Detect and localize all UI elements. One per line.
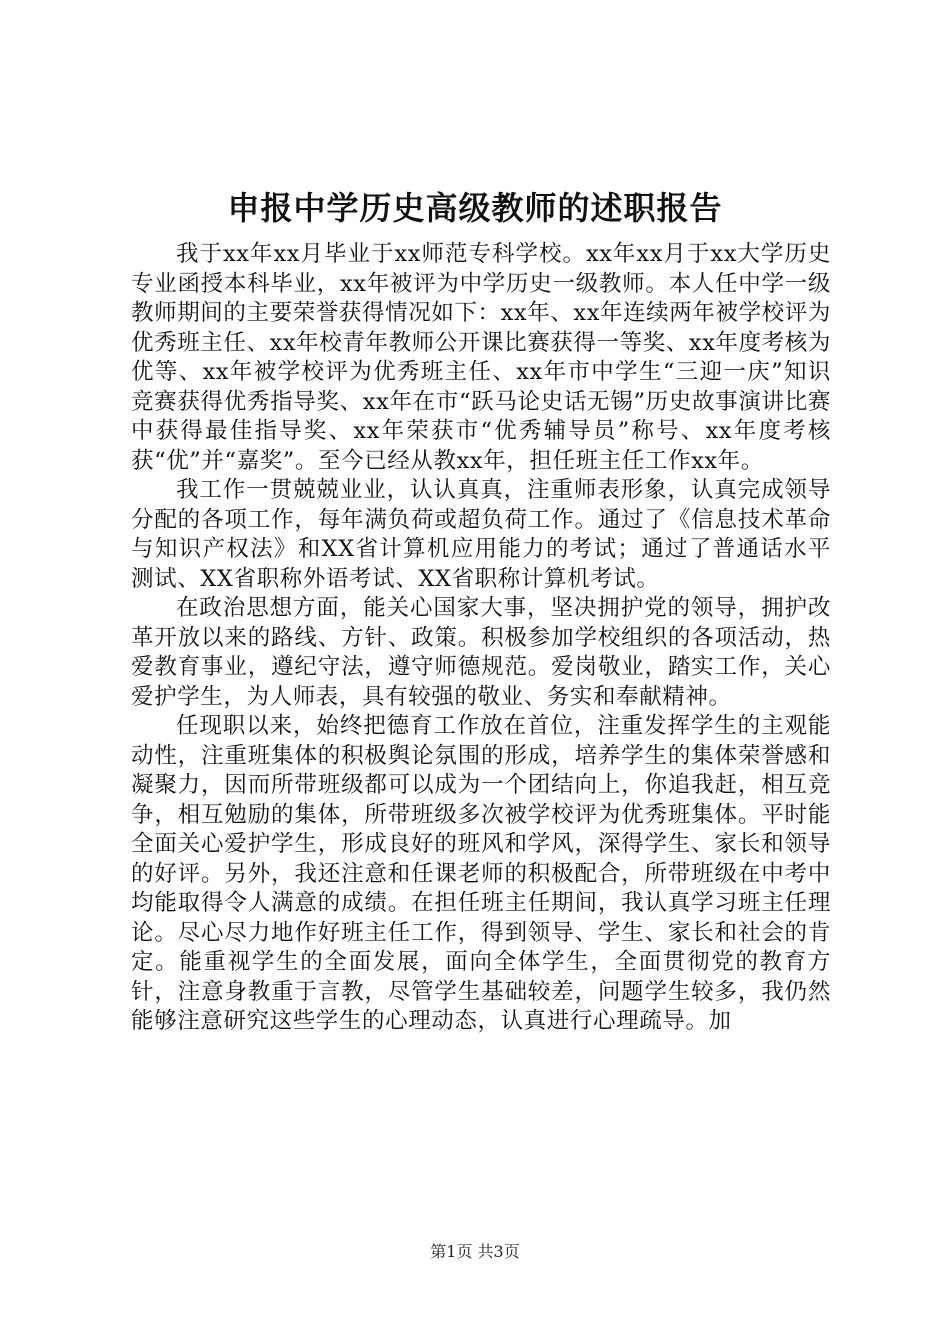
page-number-footer: 第1页 共3页 bbox=[430, 1242, 520, 1261]
paragraph-2: 我工作一贯兢兢业业，认认真真，注重师表形象，认真完成领导分配的各项工作，每年满负荷或超负荷工作。通过了《信息技术革命与知识产权法》和XX省计算机应用能力的考试；通过了普通话水平测试、XX省职称外语考试、XX省职称计算机考试。 bbox=[131, 477, 831, 592]
document-title: 申报中学历史高级教师的述职报告 bbox=[227, 189, 723, 227]
document-body bbox=[131, 240, 831, 1037]
paragraph-4: 任现职以来，始终把德育工作放在首位，注重发挥学生的主观能动性，注重班集体的积极舆论氛围的形成，培养学生的集体荣誉感和凝聚力，因而所带班级都可以成为一个团结向上，你追我赶，相互竞争，相互勉励的集体，所带班级多次被学校评为优秀班集体。平时能全面关心爱护学生，形成良好的班风和学风，深得学生、家长和领导的好评。另外，我还注意和任课老师的积极配合，所带班级在中考中均能取得令人满意的成绩。在担任班主任期间，我认真学习班主任理论。尽心尽力地作好班主任工作，得到领导、学生、家长和社会的肯定。能重视学生的全面发展，面向全体学生，全面贯彻党的教育方针，注意身教重于言教，尽管学生基础较差，问题学生较多，我仍然能够注意研究这些学生的心理动态，认真进行心理疏导。加 bbox=[131, 713, 831, 1034]
paragraph-3: 在政治思想方面，能关心国家大事，坚决拥护党的领导，拥护改革开放以来的路线、方针、政策。积极参加学校组织的各项活动，热爱教育事业，遵纪守法，遵守师德规范。爱岗敬业，踏实工作，关心爱护学生，为人师表，具有较强的敬业、务实和奉献精神。 bbox=[131, 595, 831, 710]
paragraph-1: 我于xx年xx月毕业于xx师范专科学校。xx年xx月于xx大学历史专业函授本科毕业，xx年被评为中学历史一级教师。本人任中学一级教师期间的主要荣誉获得情况如下：xx年、xx年连续两年被学校评为优秀班主任、xx年校青年教师公开课比赛获得一等奖、xx年度考核为优等、xx年被学校评为优秀班主任、xx年市中学生“三迎一庆”知识竞赛获得优秀指导奖、xx年在市“跃马论史话无锡”历史故事演讲比赛中获得最佳指导奖、xx年荣获市“优秀辅导员”称号、xx年度考核获“优”并“嘉奖”。至今已经从教xx年，担任班主任工作xx年。 bbox=[131, 241, 831, 474]
